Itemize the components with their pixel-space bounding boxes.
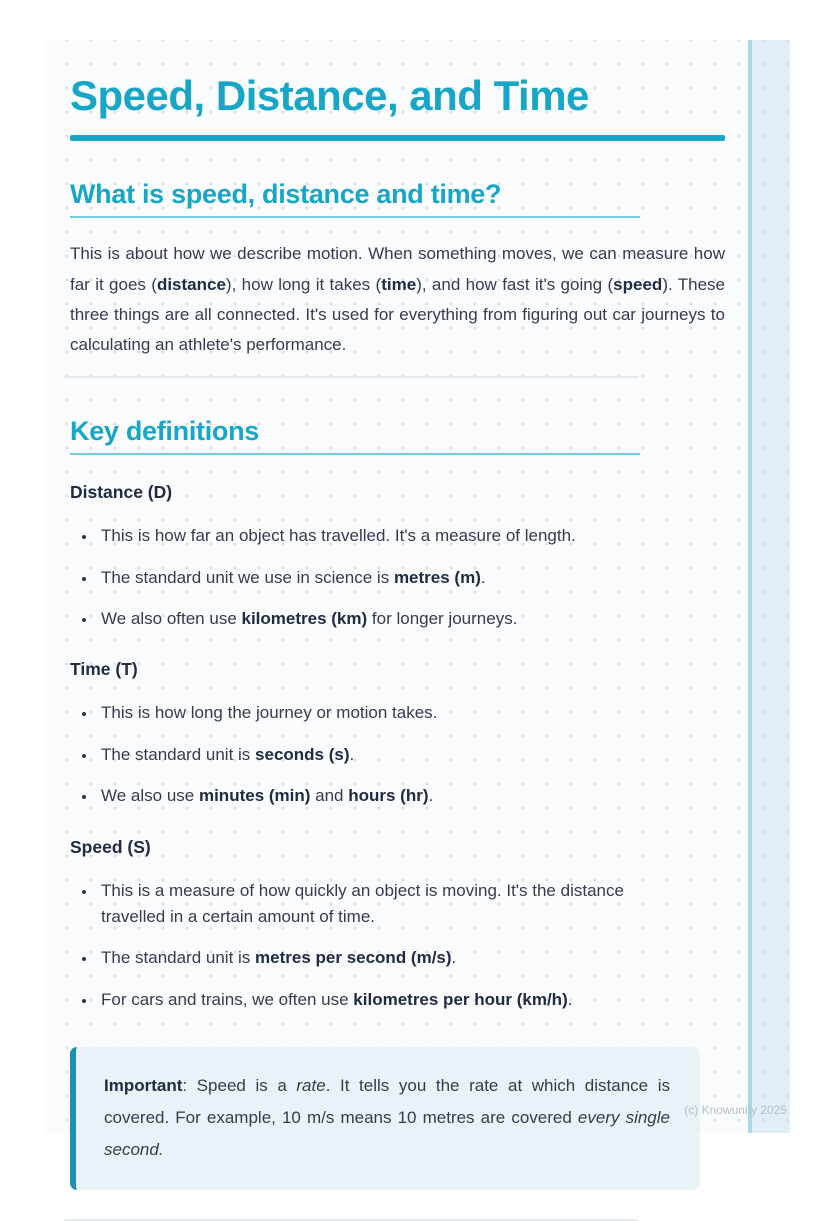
intro-text: ). These three things are all connected. It's used for everything from figuring out car journeys to calculating an athlete's performance.: [70, 274, 725, 355]
important-callout: [70, 1047, 700, 1190]
unit-bold: metres per second (m/s): [255, 948, 452, 968]
callout-important-label: Important: [104, 1075, 183, 1095]
list-item: [97, 565, 687, 591]
list-item: [97, 700, 687, 726]
footer-copyright: (c) Knowunity 2025: [684, 1103, 787, 1117]
unit-bold: seconds (s): [255, 744, 350, 764]
term-heading-speed: Speed (S): [70, 836, 151, 857]
list-item: [97, 606, 687, 632]
list-item-text: For cars and trains, we often use: [101, 989, 354, 1009]
term-heading-time: Time (T): [70, 659, 138, 680]
list-item-text: and: [310, 786, 349, 806]
list-item-text: The standard unit is: [101, 744, 256, 764]
intro-text: ), how long it takes (: [225, 274, 382, 294]
list-item-text: This is how long the journey or motion takes.: [101, 703, 438, 723]
list-item-text: .: [567, 989, 573, 1009]
speed-bullet-list: [70, 878, 725, 1013]
unit-bold: hours (hr): [348, 786, 429, 806]
list-item-text: .: [349, 744, 355, 764]
unit-bold: metres (m): [393, 567, 481, 587]
term-heading-distance: Distance (D): [70, 482, 173, 503]
list-item: [97, 523, 687, 549]
list-item: [97, 945, 687, 971]
list-item-text: The standard unit is: [101, 948, 256, 968]
list-item-text: .: [428, 786, 434, 806]
intro-paragraph: [70, 239, 725, 360]
unit-bold: kilometres per hour (km/h): [353, 989, 568, 1009]
list-item-text: for longer journeys.: [367, 609, 518, 629]
notebook-page: [45, 40, 790, 1160]
callout-italic: every single second.: [104, 1108, 670, 1160]
unit-bold: kilometres (km): [241, 609, 368, 629]
list-item-text: .: [451, 948, 457, 968]
page-content: [45, 40, 790, 1221]
list-item: [97, 783, 687, 809]
section-divider: [64, 376, 638, 378]
list-item-text: We also often use: [101, 609, 242, 629]
intro-text: This is about how we describe motion. When something moves, we can measure how far it goes (: [70, 244, 725, 294]
callout-segment: . It tells you the rate at which distance is covered. For example, 10 m/s means 10 metres are covered: [104, 1075, 670, 1128]
title-rule: [70, 135, 725, 141]
list-item: [97, 742, 687, 768]
time-bullet-list: [70, 700, 725, 809]
callout-text: [104, 1070, 670, 1167]
term-bold-speed: speed: [613, 274, 663, 294]
list-item-text: This is how far an object has travelled. It's a measure of length.: [101, 526, 576, 546]
unit-bold: minutes (min): [198, 786, 311, 806]
intro-text: ), and how fast it's going (: [416, 274, 614, 294]
list-item: [97, 987, 687, 1013]
term-bold-time: time: [381, 274, 417, 294]
callout-italic: rate: [296, 1075, 326, 1095]
list-item-text: We also use: [101, 786, 199, 806]
callout-segment: : Speed is a: [182, 1075, 297, 1095]
footer-divider: [64, 1219, 638, 1221]
intro-heading: What is speed, distance and time?: [70, 179, 640, 218]
list-item: [97, 878, 687, 931]
distance-bullet-list: [70, 523, 725, 632]
list-item-text: .: [480, 567, 486, 587]
list-item-text: This is a measure of how quickly an object is moving. It's the distance travelled in a certain amount of time.: [101, 880, 624, 926]
term-bold-distance: distance: [156, 274, 226, 294]
definitions-heading: Key definitions: [70, 416, 640, 455]
list-item-text: The standard unit we use in science is: [101, 567, 394, 587]
page-title: Speed, Distance, and Time: [70, 72, 589, 119]
